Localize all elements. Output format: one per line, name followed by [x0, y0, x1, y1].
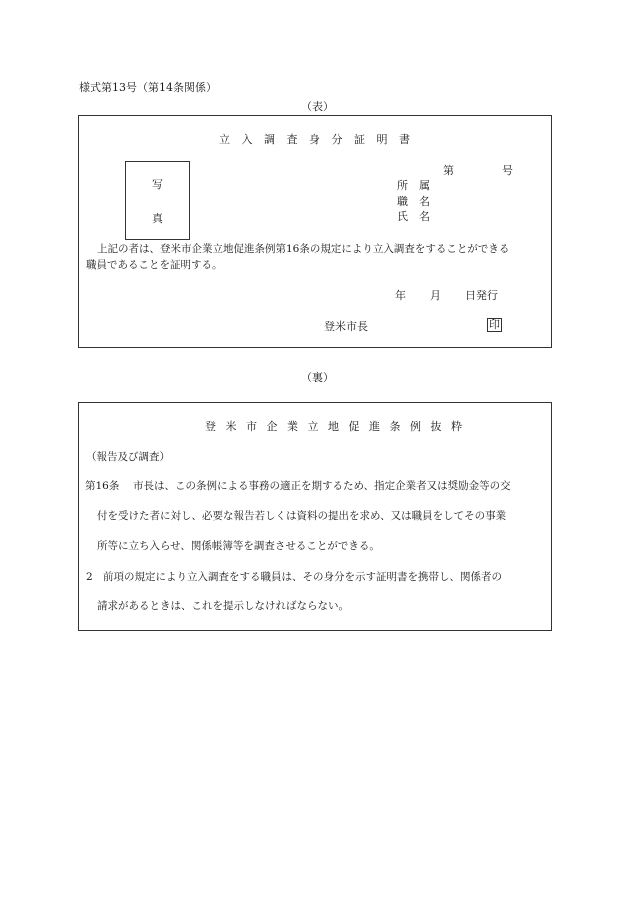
form-number: 様式第13号（第14条関係） [79, 81, 217, 94]
paragraph2-number: 2 [86, 571, 93, 583]
issue-month: 月 [430, 289, 441, 302]
article-line1: 市長は、この条例による事務の適正を期するため、指定企業者又は奨励金等の交 [133, 480, 511, 492]
field-name: 氏 名 [397, 210, 430, 223]
article-line2: 付を受けた者に対し、必要な報告若しくは資料の提出を求め、又は職員をしてその事業 [97, 510, 507, 522]
certificate-body-line1: 上記の者は、登米市企業立地促進条例第16条の規定により立入調査をすることができる [97, 243, 510, 255]
photo-label-top: 写 [152, 178, 163, 191]
field-position: 職 名 [397, 195, 430, 208]
issuer: 登米市長 [324, 320, 368, 333]
paragraph2-line1: 前項の規定により立入調査をする職員は、その身分を示す証明書を携帯し、関係者の [103, 571, 502, 583]
field-affiliation: 所 属 [397, 179, 430, 192]
certificate-title: 立 入 調 査 身 分 証 明 書 [219, 133, 414, 146]
certificate-front [78, 115, 552, 348]
ordinance-excerpt [78, 402, 552, 631]
back-label: （裏） [301, 371, 334, 384]
seal-mark: 印 [489, 318, 500, 331]
article-number: 第16条 [85, 480, 120, 492]
photo-box [125, 161, 190, 240]
article-heading: （報告及び調査） [86, 451, 170, 463]
paragraph2-line2: 請求があるときは、これを提示しなければならない。 [97, 600, 349, 612]
number-go: 号 [502, 164, 513, 177]
excerpt-title: 登 米 市 企 業 立 地 促 進 条 例 抜 粋 [205, 420, 465, 433]
issue-day: 日発行 [465, 289, 498, 302]
certificate-body-line2: 職員であることを証明する。 [86, 259, 223, 271]
issue-year: 年 [395, 289, 406, 302]
number-dai: 第 [443, 164, 454, 177]
photo-label-bottom: 真 [152, 212, 163, 225]
front-label: （表） [301, 100, 334, 113]
article-line3: 所等に立ち入らせ、関係帳簿等を調査させることができる。 [97, 540, 380, 552]
